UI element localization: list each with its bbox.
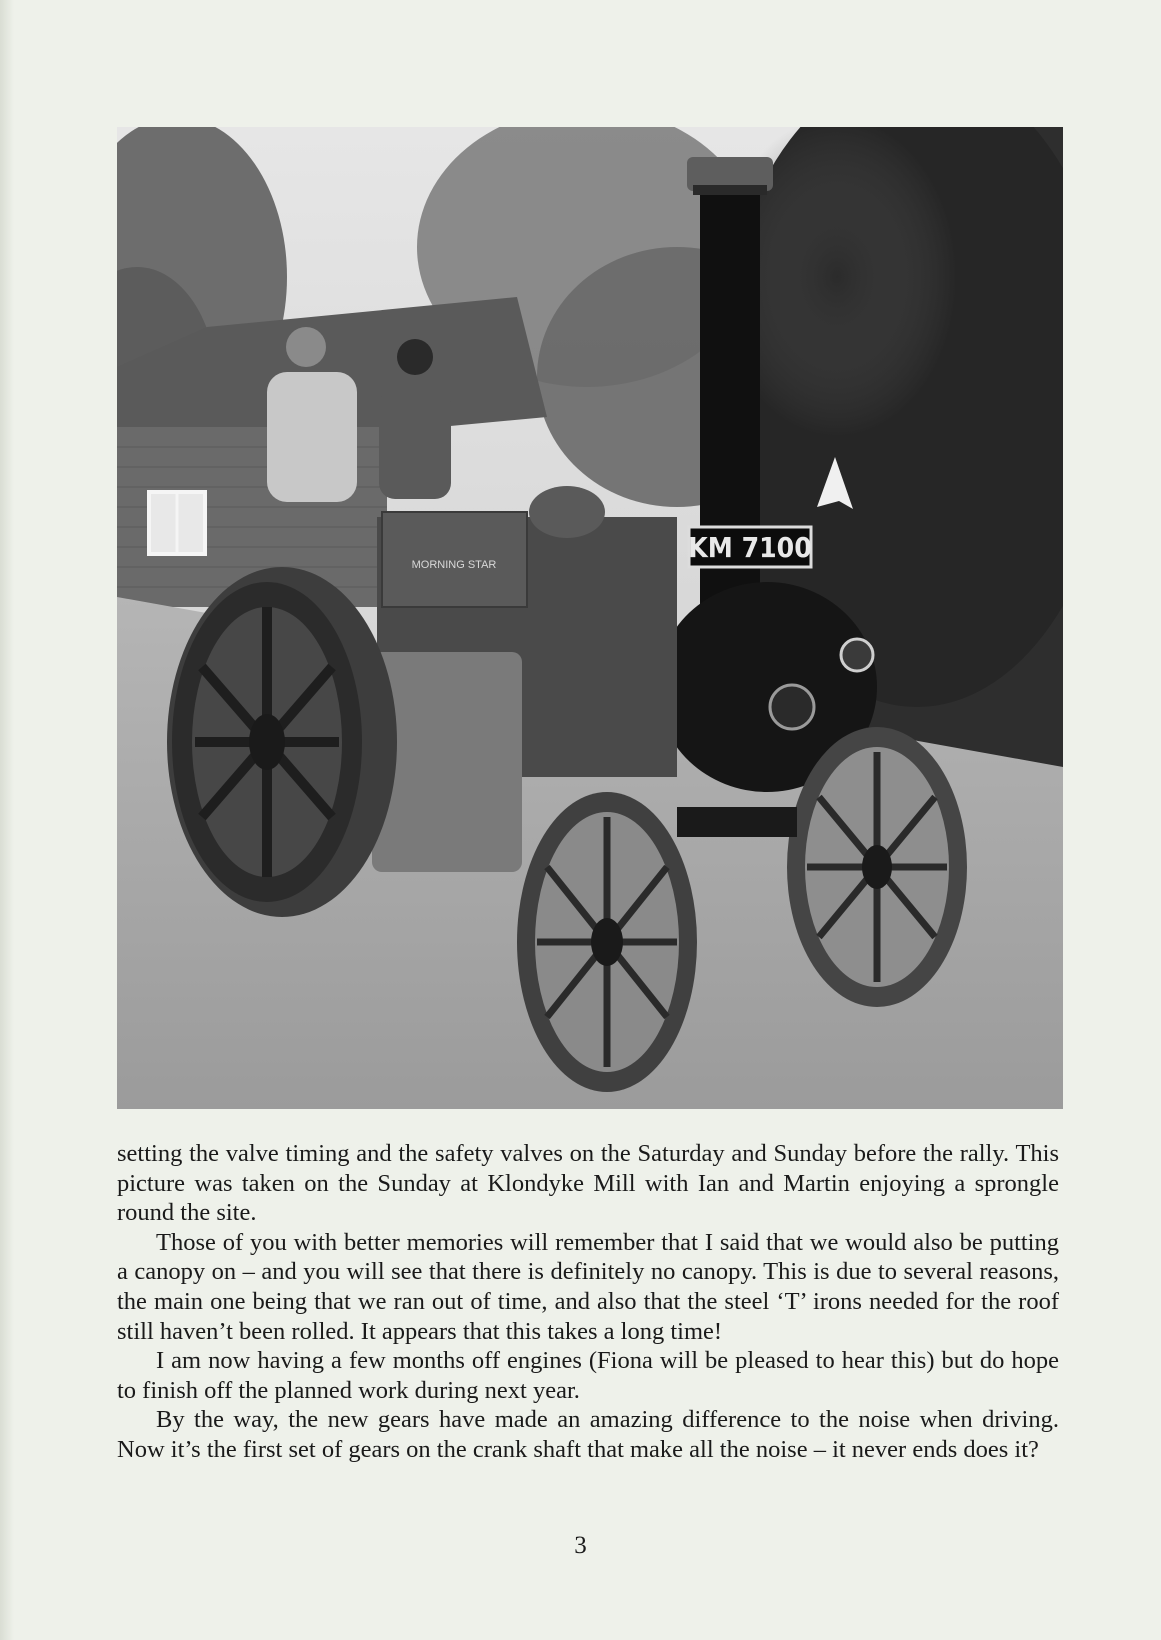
front-wheel-right [787, 727, 967, 1007]
page-number: 3 [574, 1532, 587, 1559]
paragraph-3: I am now having a few months off engines (Fiona will be pleased to hear this) but do hope to finish off the planned work during next year. [117, 1347, 1059, 1404]
front-wheel-left [517, 792, 697, 1092]
paragraph-1: setting the valve timing and the safety valves on the Saturday and Sunday before the rally. This picture was taken on the Sunday at Klondyke Mill with Ian and Martin enjoying a sprongle round the site. [117, 1140, 1059, 1227]
paragraph-4: By the way, the new gears have made an amazing difference to the noise when driving. Now it’s the first set of gears on the crank shaft that make all the noise – it never ends does it? [117, 1406, 1059, 1463]
paragraph-2: Those of you with better memories will remember that I said that we would also be putting a canopy on – and you will see that there is definitely no canopy. This is due to several reasons, the main one being that we ran out of time, and also that the steel ‘T’ irons needed for the roof still haven’t been rolled. It appears that this takes a long time! [117, 1228, 1059, 1345]
traction-engine-photo [117, 127, 1063, 1109]
page-edge [0, 0, 14, 1640]
article-text [117, 1139, 1059, 1465]
engine-nameplate: MORNING STAR [411, 559, 497, 571]
rear-wheel [167, 567, 397, 917]
registration-plate: KM 7100 [688, 531, 812, 564]
